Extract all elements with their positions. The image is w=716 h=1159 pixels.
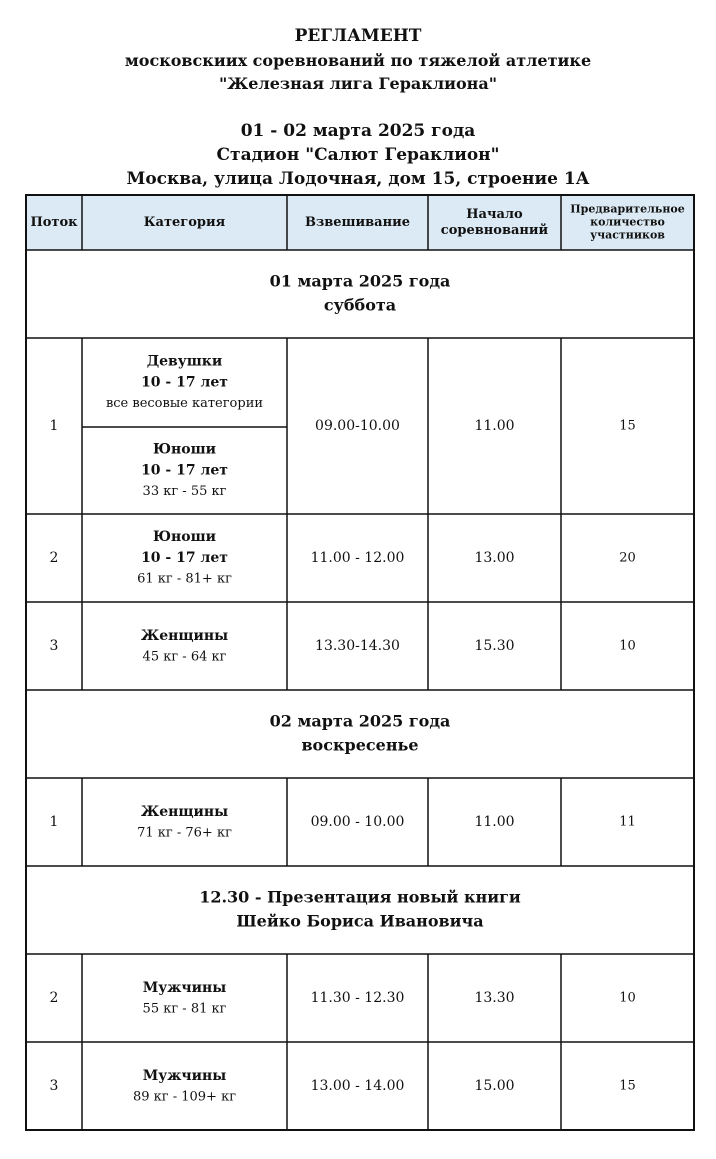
start-time: 13.30 bbox=[474, 990, 515, 1006]
participant-count: 15 bbox=[619, 1078, 636, 1094]
weighin-time: 11.00 - 12.00 bbox=[310, 550, 405, 566]
start-time: 15.00 bbox=[474, 1078, 515, 1094]
start-column-header-line: Начало bbox=[466, 207, 523, 223]
category-weights: 45 кг - 64 кг bbox=[142, 649, 227, 665]
participants-column-header-line: количество bbox=[590, 215, 665, 229]
weighin-time: 13.00 - 14.00 bbox=[310, 1078, 405, 1094]
start-time: 15.30 bbox=[474, 638, 515, 654]
participant-count: 10 bbox=[619, 638, 636, 654]
document-subtitle: московскиих соревнований по тяжелой атлетике bbox=[124, 51, 592, 70]
category-group: Женщины bbox=[140, 804, 229, 820]
venue-name: Стадион "Салют Гераклион" bbox=[216, 145, 500, 165]
category-weights: 71 кг - 76+ кг bbox=[137, 825, 232, 841]
participants-column-header-line: Предварительное bbox=[570, 202, 685, 216]
section-heading: 02 марта 2025 года bbox=[269, 711, 451, 731]
category-weights: все весовые категории bbox=[105, 396, 264, 411]
stream-number: 1 bbox=[49, 814, 59, 830]
stream-column-header-line: Поток bbox=[30, 215, 78, 230]
stream-number: 1 bbox=[49, 418, 59, 434]
document-title: РЕГЛАМЕНТ bbox=[294, 26, 422, 46]
participants-column-header-line: участников bbox=[590, 228, 665, 242]
competition-name: "Железная лига Гераклиона" bbox=[218, 74, 498, 93]
category-weights: 61 кг - 81+ кг bbox=[137, 571, 232, 587]
category-group: Женщины bbox=[140, 628, 229, 644]
category-weights: 33 кг - 55 кг bbox=[142, 484, 227, 499]
category-weights: 89 кг - 109+ кг bbox=[132, 1089, 237, 1105]
category-group: Девушки bbox=[146, 353, 223, 370]
weighin-time: 09.00 - 10.00 bbox=[310, 814, 405, 830]
category-group: Мужчины bbox=[142, 980, 227, 996]
weighin-time: 13.30-14.30 bbox=[315, 638, 400, 654]
venue-address: Москва, улица Лодочная, дом 15, строение 1А bbox=[126, 169, 590, 189]
section-heading: 12.30 - Презентация новый книги bbox=[199, 887, 521, 907]
weighin-column-header-line: Взвешивание bbox=[304, 215, 411, 230]
stream-number: 3 bbox=[49, 1078, 59, 1094]
category-age: 10 - 17 лет bbox=[141, 374, 228, 391]
category-group: Юноши bbox=[152, 441, 217, 458]
start-time: 11.00 bbox=[474, 814, 515, 830]
category-weights: 55 кг - 81 кг bbox=[142, 1001, 227, 1017]
category-age: 10 - 17 лет bbox=[141, 550, 228, 566]
event-dates: 01 - 02 марта 2025 года bbox=[240, 121, 476, 141]
participant-count: 15 bbox=[619, 418, 636, 434]
section-heading: 01 марта 2025 года bbox=[269, 271, 451, 291]
section-subheading: Шейко Бориса Ивановича bbox=[236, 911, 484, 931]
participant-count: 10 bbox=[619, 990, 636, 1006]
category-column-header-line: Категория bbox=[143, 215, 226, 230]
stream-number: 3 bbox=[49, 638, 59, 654]
weighin-time: 11.30 - 12.30 bbox=[310, 990, 405, 1006]
participant-count: 20 bbox=[619, 550, 636, 566]
participant-count: 11 bbox=[619, 814, 636, 830]
start-time: 11.00 bbox=[474, 418, 515, 434]
stream-number: 2 bbox=[49, 550, 59, 566]
start-column-header-line: соревнований bbox=[440, 222, 549, 238]
weighin-time: 09.00-10.00 bbox=[315, 418, 400, 434]
category-group: Юноши bbox=[152, 529, 217, 545]
section-subheading: воскресенье bbox=[301, 735, 419, 755]
category-group: Мужчины bbox=[142, 1068, 227, 1084]
category-age: 10 - 17 лет bbox=[141, 462, 228, 479]
stream-number: 2 bbox=[49, 990, 59, 1006]
section-subheading: суббота bbox=[323, 295, 397, 315]
start-time: 13.00 bbox=[474, 550, 515, 566]
